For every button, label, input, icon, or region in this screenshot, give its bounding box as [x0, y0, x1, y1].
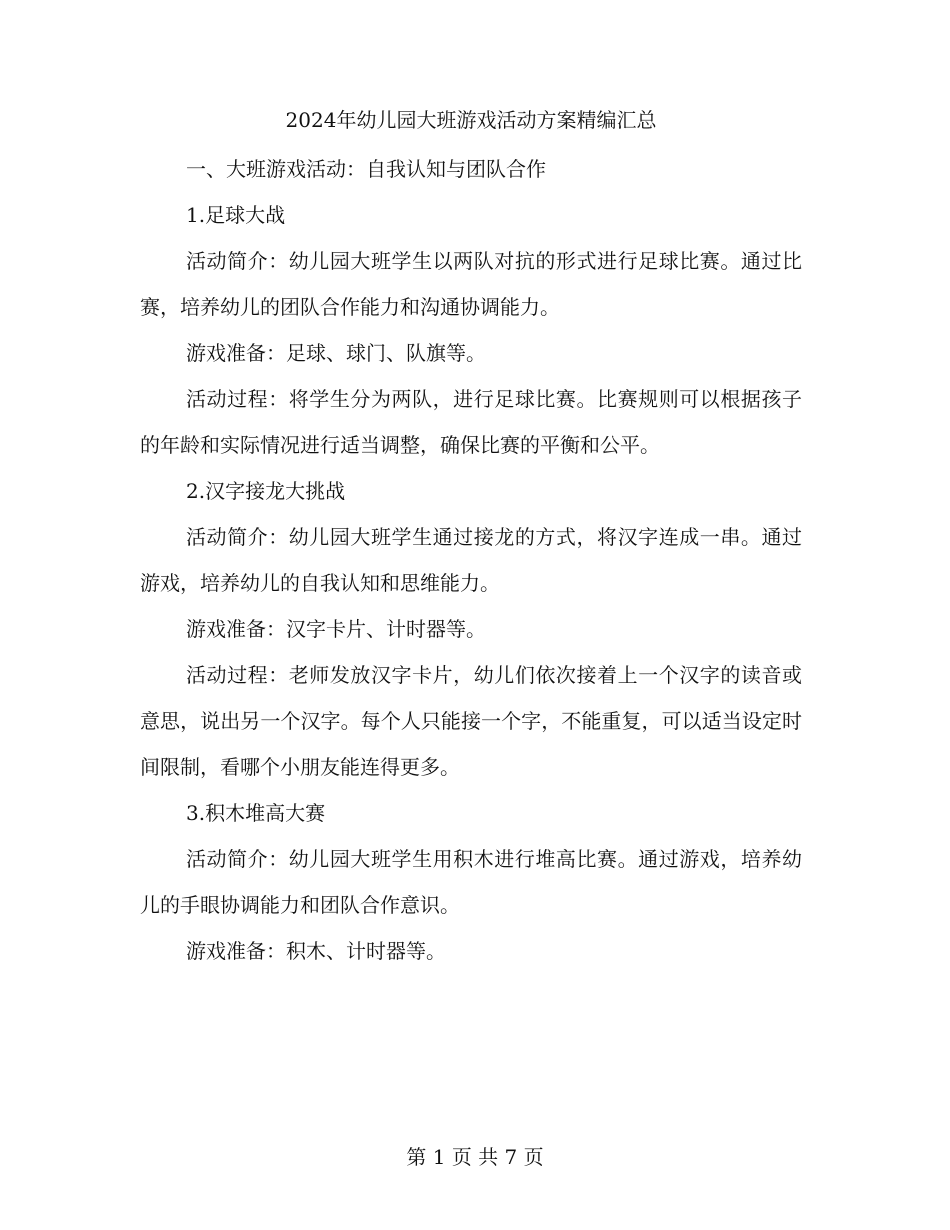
activity-heading-1: 1.足球大战 [186, 203, 286, 227]
activity-heading-3: 3.积木堆高大赛 [186, 801, 326, 825]
activity-3-intro: 活动简介：幼儿园大班学生用积木进行堆高比赛。通过游戏，培养幼儿的手眼协调能力和团队合作意识。 [140, 847, 802, 917]
activity-3-preparation: 游戏准备：积木、计时器等。 [186, 939, 446, 963]
document-body [140, 100, 802, 974]
section-heading: 一、大班游戏活动：自我认知与团队合作 [186, 157, 546, 181]
activity-1-process: 活动过程：将学生分为两队，进行足球比赛。比赛规则可以根据孩子的年龄和实际情况进行适当调整，确保比赛的平衡和公平。 [140, 387, 802, 457]
activity-2-intro: 活动简介：幼儿园大班学生通过接龙的方式，将汉字连成一串。通过游戏，培养幼儿的自我认知和思维能力。 [140, 525, 802, 595]
activity-2-process: 活动过程：老师发放汉字卡片，幼儿们依次接着上一个汉字的读音或意思，说出另一个汉字。每个人只能接一个字，不能重复，可以适当设定时间限制，看哪个小朋友能连得更多。 [140, 663, 802, 779]
activity-2-preparation: 游戏准备：汉字卡片、计时器等。 [186, 617, 486, 641]
activity-1-preparation: 游戏准备：足球、球门、队旗等。 [186, 341, 486, 365]
activity-heading-2: 2.汉字接龙大挑战 [186, 479, 346, 503]
activity-1-intro: 活动简介：幼儿园大班学生以两队对抗的形式进行足球比赛。通过比赛，培养幼儿的团队合作能力和沟通协调能力。 [140, 249, 802, 319]
document-title: 2024年幼儿园大班游戏活动方案精编汇总 [285, 108, 657, 132]
page-number-footer: 第 1 页 共 7 页 [406, 1145, 544, 1169]
